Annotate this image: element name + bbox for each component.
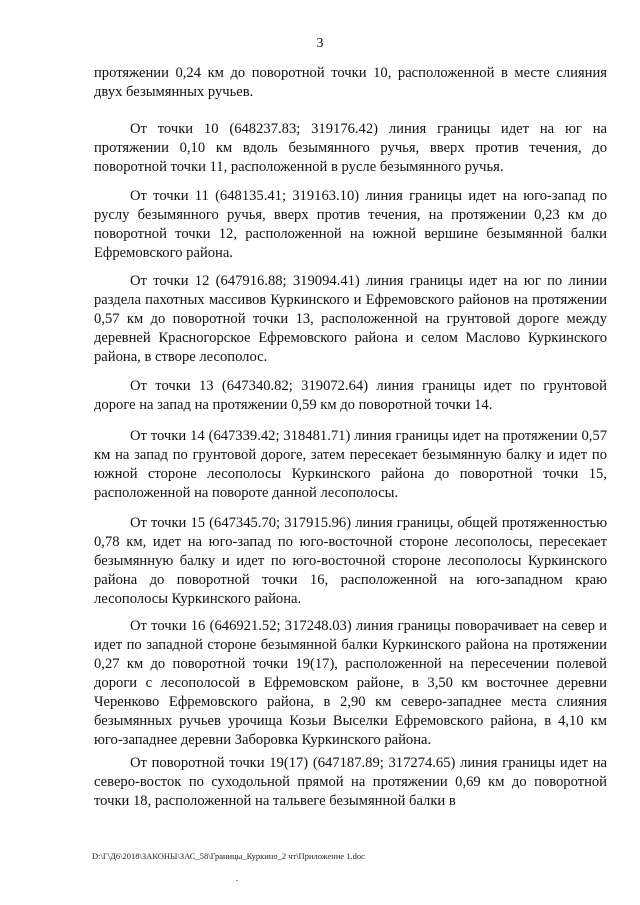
paragraph-point-12: От точки 12 (647916.88; 319094.41) линия границы идет на юг по линии раздела пахотных массивов Куркинского и Ефремовского районов на протяжении 0,57 км до поворотной точки 13, расположенной на грунтовой дороге между деревней Красногорское Ефремовского района и селом Маслово Куркинского района, в створе лесополос. — [94, 273, 607, 365]
paragraph-point-10: От точки 10 (648237.83; 319176.42) линия границы идет на юг на протяжении 0,10 км вдоль безымянного ручья, вверх против течения, до поворотной точки 11, расположенной в русле безымянного ручья. — [94, 121, 607, 175]
footer-file-path: D:\Г\Д6\2018\ЗАКОНЫ\ЗАС_58\Границы_Куркино_2 чт\Приложение 1.doc — [92, 851, 365, 861]
paragraph-point-11: От точки 11 (648135.41; 319163.10) линия границы идет на юго-запад по руслу безымянного ручья, вверх против течения, на протяжении 0,23 км до поворотной точки 12, расположенной на южной вершине безымянной балки Ефремовского района. — [94, 188, 607, 261]
paragraph-point-13: От точки 13 (647340.82; 319072.64) линия границы идет по грунтовой дороге на запад на протяжении 0,59 км до поворотной точки 14. — [94, 378, 607, 413]
paragraph-point-19-17: От поворотной точки 19(17) (647187.89; 317274.65) линия границы идет на северо-восток по суходольной прямой на протяжении 0,69 км до поворотной точки 18, расположенной на тальвеге безымянной балки в — [94, 755, 607, 809]
paragraph-continuation: протяжении 0,24 км до поворотной точки 10, расположенной в месте слияния двух безымянных ручьев. — [94, 65, 607, 100]
scan-artifact — [236, 880, 238, 881]
paragraph-point-16: От точки 16 (646921.52; 317248.03) линия границы поворачивает на север и идет по западной стороне безымянной балки Куркинского района на протяжении 0,27 км до поворотной точки 19(17), расположенной на пересечении полевой дороги с лесополосой в Ефремовском районе, в 3,50 км восточнее деревни Черенково Ефремовского района, в 2,90 км северо-западнее места слияния безымянных ручьев урочища Козьи Выселки Ефремовского района, в 4,10 км юго-западнее деревни Заборовка Куркинского района. — [94, 618, 607, 748]
paragraph-point-14: От точки 14 (647339.42; 318481.71) линия границы идет на протяжении 0,57 км на запад по грунтовой дороге, затем пересекает безымянную балку и идет по южной стороне лесополосы Куркинского района до поворотной точки 15, расположенной на повороте данной лесополосы. — [94, 428, 607, 501]
paragraph-point-15: От точки 15 (647345.70; 317915.96) линия границы, общей протяженностью 0,78 км, идет на юго-запад по юго-восточной стороне лесополосы, пересекает безымянную балку и идет по юго-восточной стороне лесополосы Куркинского района до поворотной точки 16, расположенной на юго-западном краю лесополосы Куркинского района. — [94, 515, 607, 607]
page-number: 3 — [316, 36, 324, 51]
